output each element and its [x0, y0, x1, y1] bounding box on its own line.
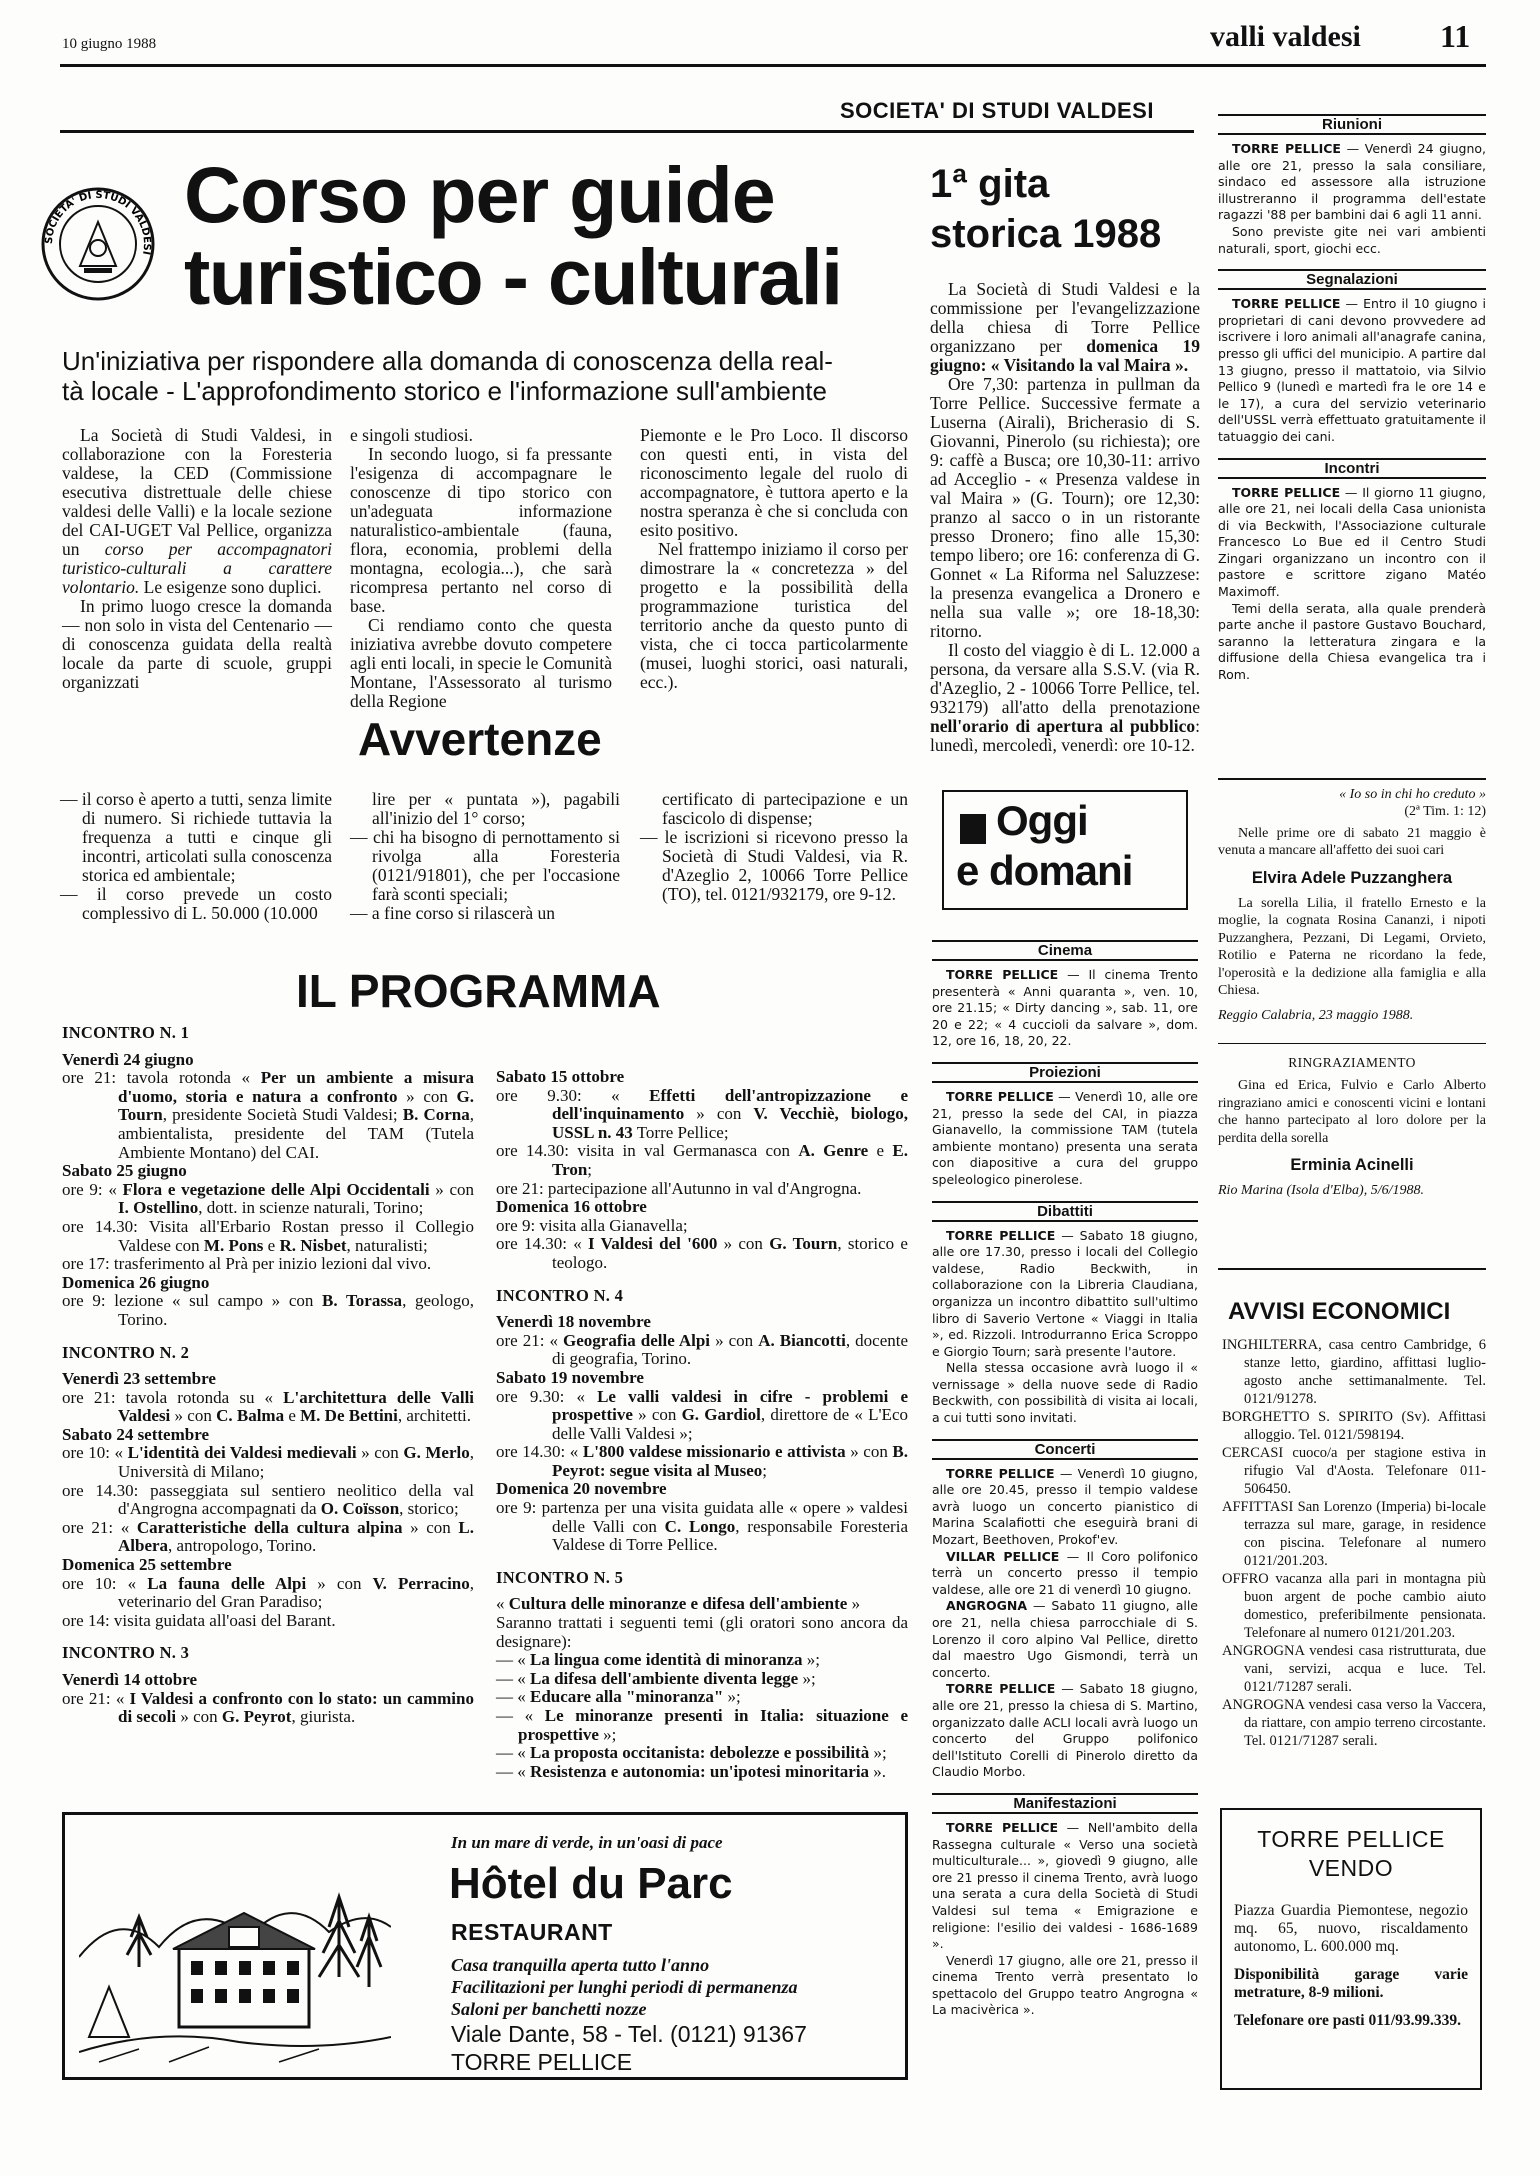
- programma-title: IL PROGRAMMA: [296, 965, 661, 1017]
- corso-text: La Società di Studi Valdesi, in collaborazione con la Foresteria valdese, la CED (Commissione esecutiva distrettuale delle chiese valdesi delle Valli) e la locale sezione del CAI-UGET Val Pellice, organizza un: [62, 425, 332, 559]
- programma-text: , storico e teologo.: [552, 1234, 908, 1272]
- programma-bold: C. Longo: [664, 1516, 736, 1536]
- notice-place: VILLAR PELLICE: [946, 1548, 1060, 1564]
- section-heading-proiezioni: Proiezioni: [932, 1062, 1198, 1083]
- gita-body: [930, 280, 1200, 755]
- avvertenze-title: Avvertenze: [358, 713, 602, 765]
- notice-text: — Sabato 18 giugno, alle ore 21, presso la chiesa di S. Martino, organizzato dalle ACLI locali avrà luogo un concerto del Gruppo polifonico dell'Istituto Corelli di Pinerolo diretto da Claudio Morbo.: [932, 1681, 1198, 1780]
- society-seal-icon: [40, 186, 156, 302]
- notice-paragraph: [932, 1466, 1198, 1549]
- article-title-line1: Corso per guide: [184, 150, 775, 239]
- corso-emphasis: corso per accompagnatori turistico-culturali a carattere volontario.: [62, 539, 332, 597]
- vendo-title-line2: VENDO: [1308, 1855, 1394, 1881]
- programma-event: [496, 1332, 908, 1369]
- programma-text: » con: [306, 1573, 373, 1593]
- programma-bold: G. Merlo: [403, 1443, 470, 1463]
- programma-bold: La lingua come identità di minoranza: [530, 1650, 803, 1670]
- notice-text: Nella stessa occasione avrà luogo il « vernissage » della nuove sede di Radio Beckwith, con possibilità di visita ai locali, a cui tutti sono invitati.: [932, 1360, 1198, 1426]
- hotel-illustration: [79, 1837, 391, 2067]
- notice-text: Sono previste gite nei vari ambienti naturali, sport, giochi ecc.: [1218, 223, 1486, 256]
- programma-text: » con: [397, 1086, 457, 1106]
- programma-incontro-heading: INCONTRO N. 3: [62, 1643, 190, 1663]
- programma-text: » con: [710, 1330, 759, 1350]
- programma-column-1: [62, 1024, 474, 1727]
- programma-bold: I. Ostellino: [118, 1198, 199, 1218]
- programma-theme: [496, 1670, 908, 1689]
- programma-event: [62, 1255, 474, 1274]
- programma-text: ore 14.30: passeggiata sul sentiero neolitico della val d'Angrogna accompagnati da: [62, 1480, 474, 1519]
- notice-text: — Il giorno 11 giugno, alle ore 21, nei locali della Casa unionista di via Beckwith, l'Associazione culturale Francesco Lo Bue ed il Centro Studi Zingari organizzano un incontro con il pastore e scrittore zigano Matéo Maximoff.: [1218, 484, 1486, 600]
- programma-date: Domenica 26 giugno: [62, 1272, 210, 1292]
- programma-bold: B. Peyrot: segue visita al Museo: [552, 1442, 908, 1480]
- notice-paragraph: [932, 1549, 1198, 1599]
- programma-bold: M. Pons: [203, 1235, 264, 1255]
- avvertenze-item: lire per « puntata »), pagabili all'inizio del 1° corso;: [372, 789, 620, 828]
- programma-text: » con: [684, 1104, 754, 1124]
- necro-ref: (2ª Tim. 1: 12): [1404, 804, 1486, 820]
- programma-theme: [496, 1688, 908, 1707]
- corso-text: e singoli studiosi.: [350, 425, 473, 445]
- programma-text: «: [496, 1594, 509, 1614]
- notice-place: TORRE PELLICE: [946, 1227, 1056, 1243]
- programma-bold: L'identità dei Valdesi medievali: [127, 1443, 357, 1463]
- programma-bold: L'architettura delle Valli Valdesi: [118, 1387, 475, 1426]
- corso-text: In primo luogo cresce la domanda — non solo in vista del Centenario — di conoscenza guidata della realtà locale da parte di scuole, gruppi organizzati: [62, 596, 332, 692]
- necrology: [1218, 786, 1486, 1200]
- hotel-name: Hôtel du Parc: [449, 1859, 733, 1908]
- programma-text: , architetti.: [397, 1406, 472, 1426]
- programma-text: ore 14: visita guidata all'oasi del Barant.: [62, 1610, 336, 1630]
- corso-column-1: [62, 426, 332, 692]
- section-heading-dibattiti: Dibattiti: [932, 1201, 1198, 1222]
- programma-bold: L'800 valdese missionario e attivista: [582, 1442, 846, 1462]
- programma-text: — «: [496, 1761, 530, 1781]
- oggi-title-line2: e domani: [956, 847, 1133, 894]
- notice-paragraph: [1218, 296, 1486, 445]
- gita-emphasis: nell'orario di apertura al pubblico: [930, 716, 1196, 736]
- programma-text: ore 21: «: [62, 1517, 137, 1537]
- programma-date: Sabato 15 ottobre: [496, 1067, 625, 1086]
- programma-date: Venerdì 23 settembre: [62, 1369, 216, 1389]
- notice-paragraph: [932, 1953, 1198, 2019]
- programma-text: ore 9.30: «: [496, 1085, 650, 1105]
- programma-text: »: [847, 1594, 861, 1614]
- programma-text: , antropologo, Torino.: [168, 1536, 317, 1556]
- programma-bold: La proposta occitanista: debolezze e possibilità: [530, 1743, 870, 1763]
- programma-bold: R. Nisbet: [279, 1235, 347, 1255]
- section-heading-segnalazioni: Segnalazioni: [1218, 269, 1486, 290]
- notice-text: — Sabato 11 giugno, alle ore 21, nella chiesa parrocchiale di S. Lorenzo il coro alpino Val Pellice, diretto dal maestro Ugo Gismondi, terrà un concerto.: [932, 1598, 1198, 1680]
- notice-paragraph: [1218, 601, 1486, 684]
- programma-event: [496, 1217, 908, 1236]
- programma-bold: G. Tourn: [118, 1086, 475, 1125]
- programma-date: Sabato 24 settembre: [62, 1424, 209, 1444]
- programma-text: — «: [496, 1650, 530, 1670]
- programma-text: — «: [496, 1668, 530, 1688]
- article-subtitle-line2: tà locale - L'approfondimento storico e l'informazione sull'ambiente: [62, 376, 827, 406]
- section-heading-cinema: Cinema: [932, 940, 1198, 961]
- programma-text: , veterinario del Gran Paradiso;: [118, 1573, 474, 1612]
- programma-text: , naturalisti;: [346, 1235, 428, 1255]
- notice-place: TORRE PELLICE: [946, 1088, 1054, 1104]
- programma-theme: [496, 1744, 908, 1763]
- programma-date: Venerdì 24 giugno: [62, 1049, 194, 1069]
- programma-text: e: [263, 1235, 280, 1255]
- notice-text: — Il cinema Trento presenterà « Anni quaranta », ven. 10, ore 21.15; « Dirty dancing », sab. 11, ore 20 e 22; « 4 cuccioli da salvare », dom. 12, ore 16, 18, 20, 22.: [932, 967, 1198, 1049]
- programma-text: »;: [869, 1743, 887, 1763]
- notice-paragraph: [1218, 141, 1486, 224]
- programma-text: »;: [802, 1650, 820, 1670]
- programma-text: ore 17: trasferimento al Prà per inizio lezioni dal vivo.: [62, 1254, 432, 1274]
- programma-text: Torre Pellice;: [632, 1122, 729, 1142]
- programma-event: [62, 1218, 474, 1255]
- avvertenze-column-1: [60, 790, 332, 923]
- necro-text: Nelle prime ore di sabato 21 maggio è venuta a mancare all'affetto dei suoi cari: [1218, 825, 1486, 859]
- corso-column-3: [640, 426, 908, 692]
- gita-title-line1: 1ª gita: [930, 162, 1050, 206]
- hotel-advert: [62, 1812, 908, 2080]
- programma-column-2: [496, 1068, 908, 1781]
- programma-text: ore 14.30: «: [496, 1234, 588, 1254]
- programma-bold: G. Gardiol: [681, 1405, 761, 1425]
- notice-paragraph: [932, 1681, 1198, 1781]
- programma-text: » con: [845, 1442, 893, 1462]
- programma-text: » con: [170, 1406, 217, 1426]
- programma-bold: La difesa dell'ambiente diventa legge: [530, 1668, 799, 1688]
- programma-text: » con: [176, 1707, 222, 1727]
- programma-text: , ambientalista, presidente del TAM (Tutela Ambiente Montano) del CAI.: [118, 1105, 474, 1162]
- programma-incontro-heading: INCONTRO N. 5: [496, 1567, 624, 1587]
- notice-place: ANGROGNA: [946, 1598, 1028, 1614]
- notice-text: — Sabato 18 giugno, alle ore 17.30, presso i locali del Collegio valdese, Radio Beckwith, in collaborazione con la Libreria Claudiana, organizza un incontro dibattito sull'ultimo libro di Saverio Vertone « Viaggi in Italia », ed. Rizzoli. Introdurranno Erica Scroppo e Giorgio Tourn; sarà presente l'autore.: [932, 1227, 1198, 1359]
- programma-bold: V. Perracino: [372, 1573, 470, 1593]
- hotel-tagline: In un mare di verde, in un'oasi di pace: [451, 1833, 723, 1852]
- programma-incontro-heading: INCONTRO N. 4: [496, 1285, 624, 1305]
- programma-bold: M. De Bettini: [300, 1406, 398, 1426]
- programma-bold: O. Coïsson: [320, 1499, 400, 1519]
- programma-text: ore 9: visita alla Gianavella;: [496, 1215, 688, 1235]
- programma-event: [62, 1575, 474, 1612]
- programma-text: e: [868, 1141, 893, 1161]
- oggi-e-domani-box: [942, 790, 1188, 910]
- notice-paragraph: [932, 1228, 1198, 1361]
- oggi-title-line1: Oggi: [996, 797, 1088, 844]
- section-heading-riunioni: Riunioni: [1218, 114, 1486, 135]
- necro-rule-top: [1218, 778, 1486, 780]
- notice-text: — Il Coro polifonico terrà un concerto presso il tempio valdese, alle ore 21 di venerdì 10 giugno.: [932, 1548, 1199, 1597]
- programma-text: , geologo, Torino.: [118, 1291, 474, 1329]
- programma-text: »;: [598, 1724, 617, 1744]
- programma-bold: B. Torassa: [322, 1291, 403, 1311]
- programma-event: [496, 1614, 908, 1651]
- programma-date: Sabato 19 novembre: [496, 1367, 644, 1387]
- programma-bold: Effetti dell'antropizzazione e dell'inquinamento: [552, 1085, 908, 1124]
- article-subtitle-line1: Un'iniziativa per rispondere alla domanda di conoscenza della real-: [62, 346, 833, 376]
- programma-event: [496, 1595, 908, 1614]
- programma-incontro-heading: INCONTRO N. 2: [62, 1342, 190, 1362]
- necro-quote: « Io so in chi ho creduto »: [1339, 787, 1486, 802]
- programma-date: Domenica 20 novembre: [496, 1479, 667, 1499]
- notice-paragraph: [932, 1598, 1198, 1681]
- gita-text: Il costo del viaggio è di L. 12.000 a persona, da versare alla S.S.V. (via R. d'Azeglio, 2 - 10066 Torre Pellice, tel. 932179) all'atto della prenotazione: [930, 640, 1200, 717]
- programma-event: [62, 1292, 474, 1329]
- programma-bold: Caratteristiche della cultura alpina: [136, 1517, 403, 1537]
- programma-text: » con: [402, 1517, 459, 1537]
- programma-event: [496, 1235, 908, 1272]
- newspaper-name: valli valdesi: [1210, 20, 1361, 53]
- programma-text: , giurista.: [291, 1707, 356, 1727]
- programma-bold: I Valdesi a confronto con lo stato: un cammino di secoli: [118, 1688, 474, 1727]
- programma-event: [62, 1690, 474, 1727]
- programma-text: ore 14.30: «: [496, 1442, 583, 1462]
- avviso-item: ANGROGNA vendesi casa verso la Vaccera, da riattare, con ampio terreno circostante. Tel. 0121/71287 serali.: [1222, 1697, 1486, 1749]
- avvertenze-item: — chi ha bisogno di pernottamento si rivolga alla Foresteria (0121/91801), che per l'occasione farà sconti speciali;: [350, 827, 620, 904]
- programma-text: ;: [762, 1460, 767, 1480]
- avviso-item: ANGROGNA vendesi casa ristrutturata, due vani, servizi, acqua e luce. Tel. 0121/71287 serali.: [1222, 1643, 1486, 1695]
- avvertenze-column-3: [640, 790, 908, 904]
- programma-text: » con: [717, 1234, 770, 1254]
- corso-text: In secondo luogo, si fa pressante l'esigenza di accompagnare le conoscenze di tipo storico con un'adeguata informazione naturalistico-ambientale (fauna, flora, economia, problemi della montagna, ecologia...), che sarà ricompresa pertanto nel corso di base.: [350, 444, 612, 616]
- programma-bold: G. Tourn: [769, 1234, 838, 1254]
- programma-text: ore 21: «: [496, 1330, 564, 1350]
- programma-text: ore 9: lezione « sul campo » con: [62, 1291, 323, 1311]
- programma-date: Venerdì 14 ottobre: [62, 1670, 198, 1689]
- programma-theme: [496, 1651, 908, 1670]
- section-heading-manifestazioni: Manifestazioni: [932, 1793, 1198, 1814]
- programma-text: » con: [429, 1179, 474, 1199]
- notice-place: TORRE PELLICE: [1232, 484, 1341, 500]
- programma-text: , direttore de « L'Eco delle Valli Valdesi »;: [552, 1405, 908, 1443]
- programma-bold: Geografia delle Alpi: [563, 1330, 711, 1350]
- programma-date: Venerdì 18 novembre: [496, 1312, 651, 1332]
- programma-text: , docente di geografia, Torino.: [552, 1330, 909, 1369]
- notice-paragraph: [1218, 224, 1486, 257]
- thanks-text: Gina ed Erica, Fulvio e Carlo Alberto ringraziano amici e conoscenti vicini e lontani che hanno partecipato al loro dolore per la perdita della sorella: [1218, 1078, 1486, 1146]
- vendo-title-line1: TORRE PELLICE: [1257, 1826, 1445, 1852]
- hotel-line2: Facilitazioni per lunghi periodi di permanenza: [451, 1977, 798, 1997]
- programma-event: [62, 1519, 474, 1556]
- programma-bold: Le valli valdesi in cifre - problemi e prospettive: [552, 1386, 908, 1425]
- programma-text: »;: [723, 1687, 741, 1707]
- avviso-item: OFFRO vacanza alla pari in montagna più buon argent de poche cambio aiuto domestico, preferibilmente pensionata. Telefonare al numero 0121/201.203.: [1222, 1571, 1486, 1641]
- notice-paragraph: [932, 1820, 1198, 1953]
- programma-event: [62, 1612, 474, 1631]
- programma-text: , storico;: [399, 1499, 459, 1519]
- programma-event: [62, 1069, 474, 1162]
- programma-text: ore 10: «: [62, 1443, 128, 1463]
- notice-text: — Venerdì 24 giugno, alle ore 21, presso la sala consiliare, sindaco ed assessore alla istruzione illustreranno il programma dell'estate ragazzi '88 per bambini dai 6 agli 11 anni.: [1218, 141, 1486, 223]
- notice-place: TORRE PELLICE: [946, 1681, 1056, 1697]
- programma-text: ».: [869, 1761, 887, 1781]
- programma-text: ore 14.30: visita in val Germanasca con: [496, 1141, 799, 1161]
- programma-text: ;: [587, 1159, 593, 1179]
- programma-bold: Cultura delle minoranze e difesa dell'ambiente: [508, 1594, 848, 1614]
- programma-text: — «: [496, 1687, 530, 1707]
- page-date: 10 giugno 1988: [62, 36, 157, 52]
- programma-bold: Resistenza e autonomia: un'ipotesi minoritaria: [530, 1761, 870, 1781]
- seal-text: SOCIETA' DI STUDI VALDESI: [43, 189, 153, 256]
- programma-bold: Per un ambiente a misura d'uomo, storia e natura a confronto: [118, 1068, 474, 1106]
- programma-event: [62, 1482, 474, 1519]
- header-rule: [60, 64, 1486, 67]
- programma-text: , Università di Milano;: [118, 1443, 474, 1482]
- section-heading: SOCIETA' DI STUDI VALDESI: [840, 98, 1154, 123]
- notice-text: — Venerdì 10, alle ore 21, presso la sede del CAI, in piazza Gianavello, la commissione TAM (tutela ambiente montano) presenta una serata con diapositive a cura del gruppo speleologico pinerolese.: [932, 1088, 1198, 1187]
- corso-text: Le esigenze sono duplici.: [143, 577, 322, 597]
- necro-place: Reggio Calabria, 23 maggio 1988.: [1218, 1008, 1414, 1024]
- programma-bold: Le minoranze presenti in Italia: situazione e prospettive: [518, 1706, 908, 1744]
- programma-text: ore 21: «: [62, 1688, 130, 1708]
- programma-event: [496, 1180, 908, 1199]
- corso-column-2: [350, 426, 612, 711]
- notice-paragraph: [932, 1089, 1198, 1189]
- programma-text: , responsabile Foresteria Valdese di Torre Pellice.: [552, 1516, 908, 1555]
- notice-place: TORRE PELLICE: [946, 1819, 1058, 1835]
- programma-event: [62, 1444, 474, 1481]
- programma-text: ore 21: tavola rotonda «: [62, 1068, 261, 1088]
- programma-bold: L. Albera: [118, 1517, 474, 1556]
- programma-bold: Educare alla "minoranza": [530, 1687, 724, 1707]
- programma-date: Domenica 16 ottobre: [496, 1197, 647, 1217]
- notice-text: — Venerdì 10 giugno, alle ore 20.45, presso il tempio valdese avrà luogo un concerto pianistico di Marina Scalafiotti che eseguirà brani di Mozart, Beethoven, Prokof'ev.: [932, 1465, 1198, 1548]
- necro-rule-bottom: [1218, 1268, 1486, 1270]
- hotel-address: Viale Dante, 58 - Tel. (0121) 91367: [451, 2021, 807, 2047]
- notice-place: TORRE PELLICE: [1232, 141, 1341, 156]
- thanks-name: Erminia Acinelli: [1290, 1155, 1414, 1174]
- avvertenze-item: — il corso prevede un costo complessivo di L. 50.000 (10.000: [60, 884, 332, 923]
- hotel-restaurant: RESTAURANT: [451, 1919, 613, 1945]
- notice-text: — Entro il 10 giugno i proprietari di cani devono provvedere ad iscrivere i loro animali all'anagrafe canina, presso gli uffici del municipio. A partire dal 13 giugno, presso il mattatoio, via Silvio Pellico 9 (lunedì e martedì fra le ore 14 e le 17), a cura del servizio veterinario dell'USSL verrà effettuato gratuitamente il tatuaggio dei cani.: [1218, 296, 1487, 444]
- vendo-phone: Telefonare ore pasti 011/93.99.339.: [1234, 2012, 1462, 2029]
- programma-text: e: [284, 1406, 301, 1426]
- programma-date: Domenica 25 settembre: [62, 1555, 232, 1575]
- corso-text: Ci rendiamo conto che questa iniziativa avrebbe dovuto competere agli enti locali, in specie le Comunità Montane, l'Assessorato al turismo della Regione: [350, 615, 612, 711]
- black-square-icon: [960, 814, 986, 844]
- programma-bold: Flora e vegetazione delle Alpi Occidentali: [122, 1179, 430, 1199]
- notice-place: TORRE PELLICE: [946, 1465, 1055, 1481]
- programma-text: , dott. in scienze naturali, Torino;: [198, 1198, 424, 1218]
- programma-text: Saranno trattati i seguenti temi (gli oratori sono ancora da designare):: [496, 1613, 908, 1651]
- gita-text: : lunedì, mercoledì, venerdì: ore 10-12.: [930, 716, 1200, 755]
- avvisi-list: [1222, 1336, 1486, 1750]
- section-heading-incontri: Incontri: [1218, 458, 1486, 479]
- avvertenze-item: certificato di partecipazione e un fascicolo di dispense;: [662, 789, 908, 828]
- section-rule: [60, 130, 1194, 133]
- programma-event: [496, 1499, 908, 1555]
- programma-bold: G. Peyrot: [221, 1707, 292, 1727]
- avvertenze-column-2: [350, 790, 620, 923]
- programma-date: Sabato 25 giugno: [62, 1161, 187, 1181]
- thanks-place: Rio Marina (Isola d'Elba), 5/6/1988.: [1218, 1183, 1424, 1199]
- programma-bold: E. Tron: [552, 1141, 908, 1179]
- notice-text: — Nell'ambito della Rassegna culturale « Verso una società multiculturale... », giovedì 9 giugno, alle ore 21 presso il cinema Trento, avrà luogo una serata a cura della Società di Studi Valdesi sul tema « Emigrazione e religione: l'esilio dei valdesi - 1686-1689 ».: [932, 1819, 1198, 1952]
- hotel-line1: Casa tranquilla aperta tutto l'anno: [451, 1955, 710, 1975]
- section-heading-concerti: Concerti: [932, 1439, 1198, 1460]
- programma-text: — «: [496, 1743, 530, 1763]
- programma-text: ore 9: «: [62, 1179, 123, 1199]
- programma-text: »;: [798, 1668, 816, 1688]
- thanks-heading: RINGRAZIAMENTO: [1218, 1043, 1486, 1071]
- notice-text: Venerdì 17 giugno, alle ore 21, presso il cinema Trento verrà presentato lo spettacolo del Gruppo teatro Angrogna « La macivèrica ».: [932, 1952, 1198, 2018]
- notice-paragraph: [932, 1360, 1198, 1426]
- events-column: [932, 936, 1198, 2027]
- avviso-item: BORGHETTO S. SPIRITO (Sv). Affittasi alloggio. Tel. 0121/598194.: [1222, 1409, 1486, 1443]
- hotel-line3: Saloni per banchetti nozze: [451, 1999, 647, 2019]
- programma-text: ore 9.30: «: [496, 1386, 598, 1406]
- notice-place: TORRE PELLICE: [946, 967, 1059, 982]
- gita-title-line2: storica 1988: [930, 212, 1162, 256]
- programma-bold: V. Vecchiè, biologo, USSL n. 43: [552, 1104, 908, 1142]
- programma-incontro-heading: INCONTRO N. 1: [62, 1023, 190, 1042]
- necro-text: La sorella Lilia, il fratello Ernesto e la moglie, la cognata Rosina Cananzi, i nipoti Puzzanghera, Pezzani, Di Legami, Orvieto, Rotilio e Paterna ne ricordano la fede, l'operosità e la dedizione alla famiglia e alla Chiesa.: [1218, 896, 1486, 999]
- programma-bold: B. Corna: [402, 1105, 470, 1125]
- hotel-city: TORRE PELLICE: [451, 2049, 633, 2075]
- avviso-item: INGHILTERRA, casa centro Cambridge, 6 stanze letto, giardino, affittasi luglio-agosto anche settimanalmente. Tel. 0121/91278.: [1222, 1337, 1486, 1407]
- corso-text: Nel frattempo iniziamo il corso per dimostrare la « concretezza » del progetto e la possibilità della programmazione turistica del territorio anche da questo punto di vista, che ci tocca particolarmente (musei, luoghi storici, oasi naturali, ecc.).: [640, 539, 908, 692]
- notice-paragraph: [932, 967, 1198, 1050]
- programma-text: ore 10: «: [62, 1573, 148, 1593]
- vendo-box: [1220, 1808, 1482, 2090]
- programma-event: [62, 1389, 474, 1426]
- avvertenze-item: — le iscrizioni si ricevono presso la Società di Studi Valdesi, via R. d'Azeglio 2, 10066 Torre Pellice (TO), tel. 0121/932179, ore 9-12.: [640, 827, 908, 904]
- programma-bold: I Valdesi del '600: [588, 1234, 718, 1254]
- avviso-item: CERCASI cuoco/a per stagione estiva in rifugio Val d'Aosta. Telefonare 011-506450.: [1222, 1445, 1486, 1497]
- programma-text: ore 21: tavola rotonda su «: [62, 1387, 284, 1407]
- programma-event: [496, 1142, 908, 1179]
- article-title-line2: turistico - culturali: [184, 232, 842, 321]
- programma-text: ore 14.30: Visita all'Erbario Rostan presso il Collegio Valdese con: [62, 1216, 474, 1255]
- programma-event: [496, 1443, 908, 1480]
- necro-name: Elvira Adele Puzzanghera: [1251, 868, 1453, 887]
- avvisi-title: AVVISI ECONOMICI: [1228, 1298, 1451, 1325]
- vendo-text: Piazza Guardia Piemontese, negozio mq. 65, nuovo, riscaldamento autonomo, L. 600.000 mq.: [1234, 1902, 1468, 1955]
- programma-bold: C. Balma: [216, 1406, 285, 1426]
- programma-text: » con: [632, 1405, 682, 1425]
- page-number: 11: [1440, 18, 1471, 54]
- programma-text: — «: [496, 1706, 545, 1725]
- programma-event: [496, 1388, 908, 1444]
- programma-event: [62, 1181, 474, 1218]
- programma-bold: A. Biancotti: [758, 1330, 846, 1350]
- notice-paragraph: [1218, 485, 1486, 601]
- programma-text: ore 21: partecipazione all'Autunno in val d'Angrogna.: [496, 1178, 862, 1198]
- programma-theme: [496, 1763, 908, 1782]
- programma-text: » con: [356, 1443, 404, 1463]
- gita-date: domenica 19 giugno: « Visitando la val Maira ».: [930, 336, 1200, 375]
- vendo-text: Disponibilità garage varie metrature, 8-9 milioni.: [1234, 1966, 1468, 2001]
- programma-event: [496, 1087, 908, 1143]
- notice-place: TORRE PELLICE: [1232, 296, 1341, 312]
- corso-text: Piemonte e le Pro Loco. Il discorso con questi enti, in vista del riconoscimento legale del ruolo di accompagnatore, è tuttora aperto e la nostra speranza è che si concluda con esito positivo.: [640, 425, 908, 540]
- avviso-item: AFFITTASI San Lorenzo (Imperia) bi-locale terrazza sul mare, garage, in residence con piscina. Telefonare al numero 0121/201.203.: [1222, 1499, 1486, 1569]
- gita-text: La Società di Studi Valdesi e la commissione per l'evangelizzazione della chiesa di Torre Pellice organizzano per: [930, 279, 1200, 356]
- notice-text: Temi della serata, alla quale prenderà parte anche il pastore Gustavo Bouchard, saranno la letteratura zingara e la diffusione della Chiesa evangelica tra i Rom.: [1218, 600, 1486, 683]
- programma-text: ore 9: partenza per una visita guidata alle « opere » valdesi delle Valli con: [496, 1498, 908, 1536]
- programma-bold: La fauna delle Alpi: [147, 1573, 307, 1593]
- avvertenze-item: — a fine corso si rilascerà un: [350, 903, 556, 923]
- programma-bold: A. Genre: [798, 1141, 869, 1161]
- notices-column: [1218, 110, 1486, 692]
- avvertenze-item: — il corso è aperto a tutti, senza limite di numero. Si richiede tuttavia la frequenza a tutti e cinque gli incontri, articolati sulla conoscenza storica ed ambientale;: [60, 789, 332, 885]
- gita-text: Ore 7,30: partenza in pullman da Torre Pellice. Successive fermate a Luserna (Airali), Bricherasio di S. Giovanni, Pinerolo (su richiesta); ore 9: caffè a Busca; ore 10,30-11: arrivo ad Acceglio - « Presenza valdese in val Maira » (G. Tourn); ore 12,30: pranzo al sacco o in un ristorante presso Dronero; fino alle 15,30: tempo libero; ore 16: conferenza di G. Gonnet « La Riforma nel Saluzzese: la presenza evangelica a Dronero e nella sua valle »; ore 18-18,30: ritorno.: [930, 374, 1200, 641]
- programma-theme: [496, 1707, 908, 1744]
- programma-text: , presidente Società Studi Valdesi;: [162, 1105, 403, 1125]
